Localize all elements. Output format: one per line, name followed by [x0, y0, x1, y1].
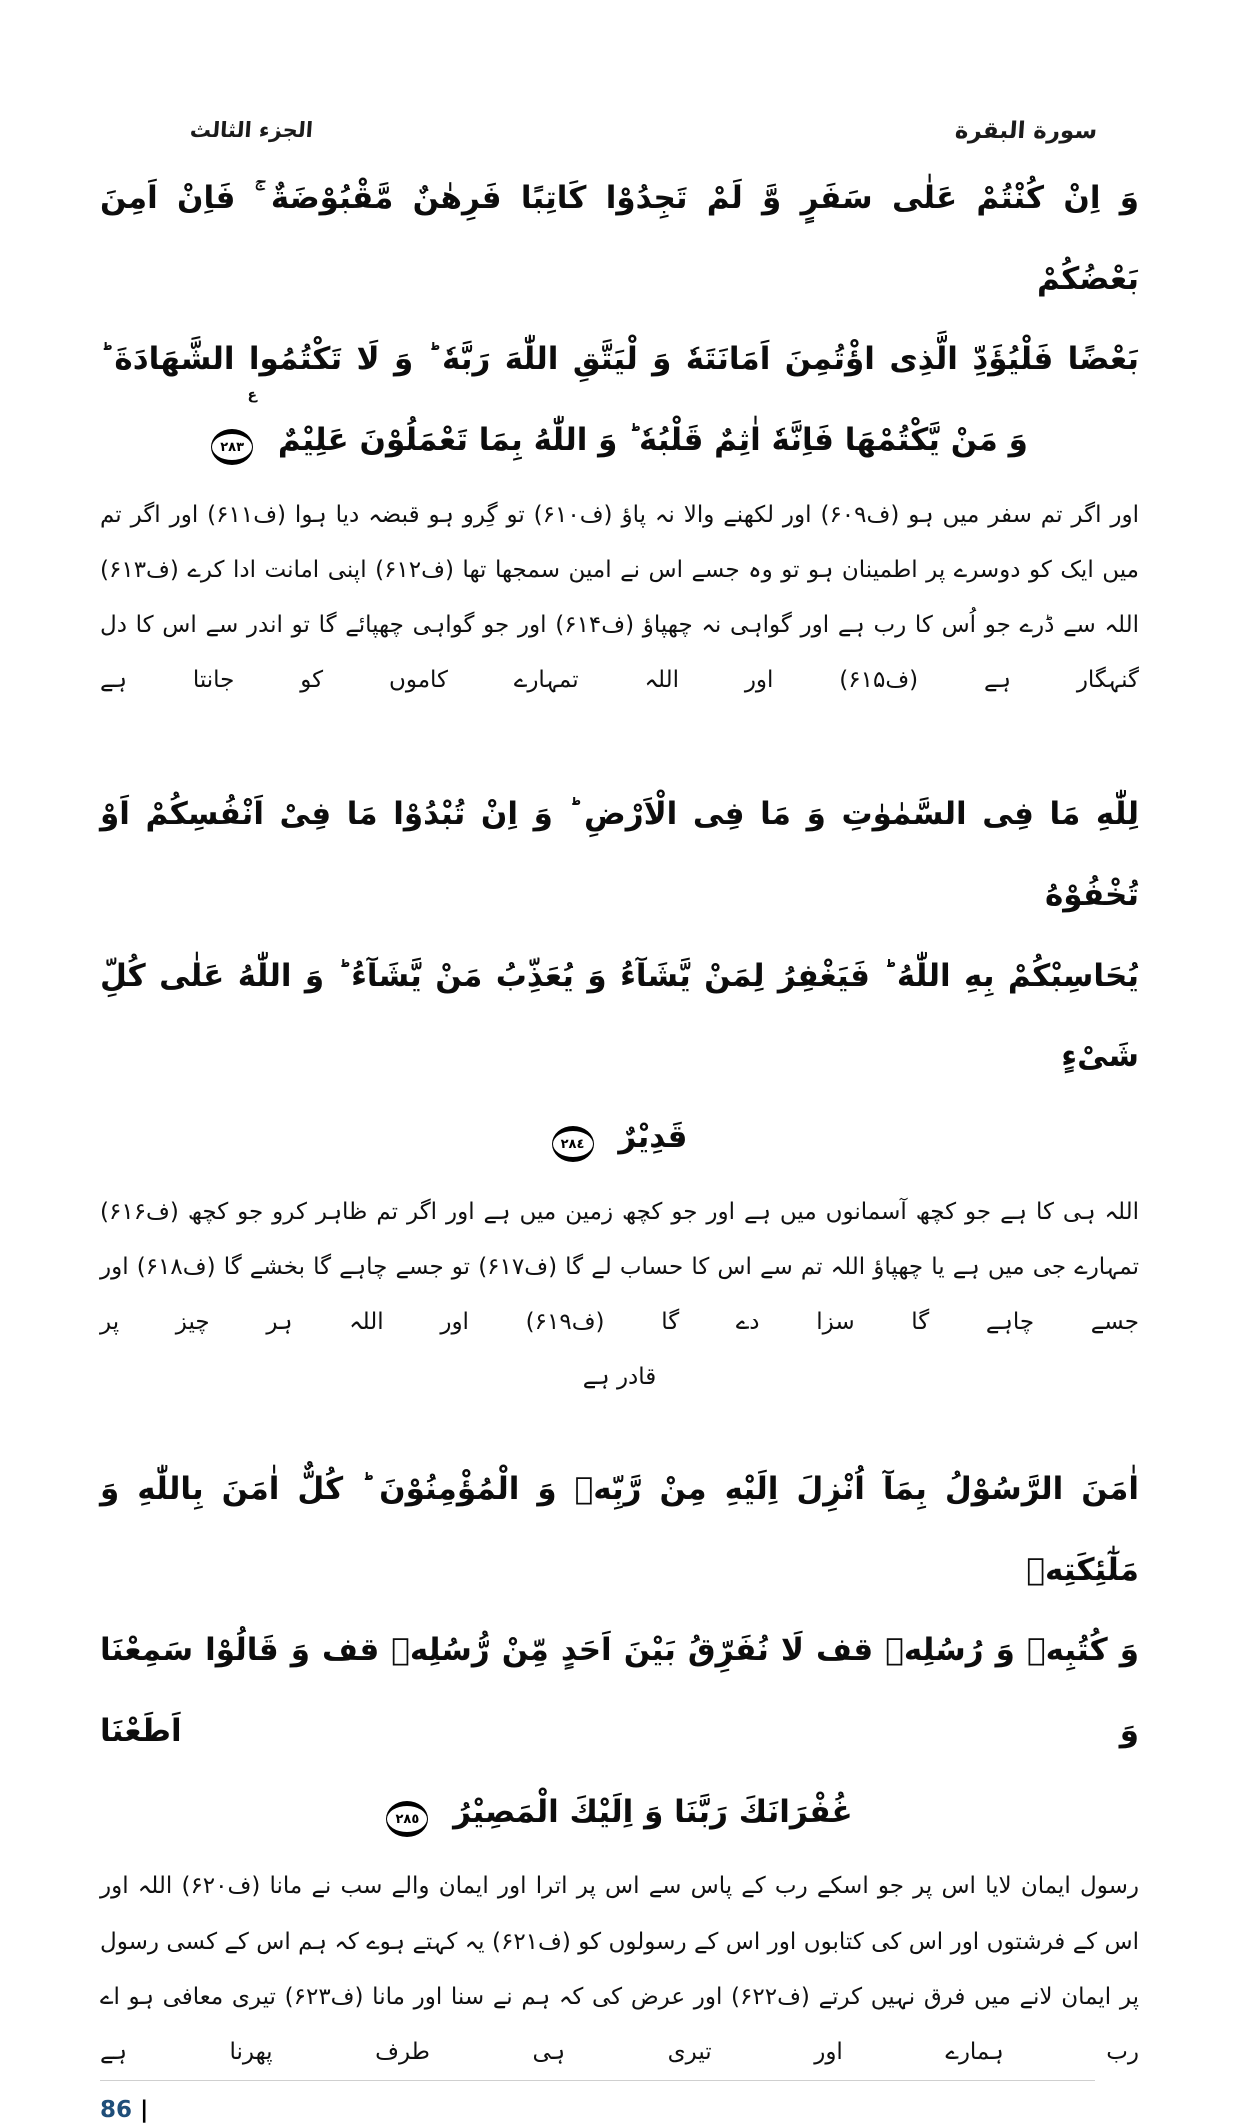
- footer-divider: [100, 2080, 1095, 2081]
- arabic-verse-line: وَ اِنْ كُنْتُمْ عَلٰى سَفَرٍ وَّ لَمْ تَجِدُوْا كَاتِبًا فَرِهٰنٌ مَّقْبُوْضَةٌ ۚ فَاِنْ اَمِنَ بَعْضُكُمْ: [100, 180, 1139, 297]
- page-number-separator: |: [140, 2097, 149, 2123]
- arabic-verse-line: لِلّٰهِ مَا فِى السَّمٰوٰتِ وَ مَا فِى الْاَرْضِ ؕ وَ اِنْ تُبْدُوْا مَا فِىْ اَنْفُسِكُمْ اَوْ تُخْفُوْهُ: [100, 796, 1139, 913]
- verse-section-284: [100, 774, 1139, 1405]
- arabic-verse-last-line: غُفْرَانَكَ رَبَّنَا وَ اِلَيْكَ الْمَصِيْرُ ٢٨٥: [100, 1772, 1139, 1854]
- verse-section-285: [100, 1449, 1139, 2080]
- arabic-verse-line: اٰمَنَ الرَّسُوْلُ بِمَآ اُنْزِلَ اِلَيْهِ مِنْ رَّبِّهٖ وَ الْمُؤْمِنُوْنَ ؕ كُلٌّ اٰمَنَ بِاللّٰهِ وَ مَلٰٓئِكَتِهٖ: [100, 1471, 1139, 1588]
- arabic-verse-last-line: قَدِيْرٌ ٢٨٤: [100, 1097, 1139, 1179]
- arabic-verse-line: بَعْضًا فَلْيُؤَدِّ الَّذِى اؤْتُمِنَ اَمَانَتَهٗ وَ لْيَتَّقِ اللّٰهَ رَبَّهٗ ؕ وَ لَا تَكْتُمُوا الشَّهَادَةَ ؕ: [100, 341, 1139, 378]
- arabic-verse-line: وَ كُتُبِهٖ وَ رُسُلِهٖ قف لَا نُفَرِّقُ بَيْنَ اَحَدٍ مِّنْ رُّسُلِهٖ قف وَ قَالُوْا سَمِعْنَا وَ اَطَعْنَا: [100, 1632, 1139, 1750]
- verse-number-badge: ٢٨٥: [386, 1801, 428, 1837]
- verse-number-badge: ٢٨٣: [211, 429, 253, 465]
- verse-medallion: [552, 1098, 594, 1179]
- arabic-verse-line: يُحَاسِبْكُمْ بِهِ اللّٰهُ ؕ فَيَغْفِرُ لِمَنْ يَّشَآءُ وَ يُعَذِّبُ مَنْ يَّشَآءُ ؕ وَ اللّٰهُ عَلٰى كُلِّ شَىْءٍ: [100, 957, 1139, 1075]
- page-number: 86: [100, 2097, 133, 2123]
- page-header: [100, 118, 1139, 144]
- arabic-verse-last-line: وَ مَنْ يَّكْتُمْهَا فَاِنَّهٗ اٰثِمٌ قَلْبُهٗ ؕ وَ اللّٰهُ بِمَا تَعْمَلُوْنَ عَلِيْمٌ ع ٢٨٣: [100, 400, 1139, 482]
- urdu-translation: اور اگر تم سفر میں ہو (ف۶۰۹) اور لکھنے والا نہ پاؤ (ف۶۱۰) تو گِرو ہو قبضہ دیا ہوا (ف۶۱۱) اور اگر تم میں ایک کو دوسرے پر اطمینان ہو تو وہ جسے اس نے امین سمجھا تھا (ف۶۱۲) اپنی امانت ادا کرے (ف۶۱۳) اللہ سے ڈرے جو اُس کا رب ہے اور گواہی نہ چھپاؤ (ف۶۱۴) اور جو گواہی چھپائے گا تو اندر سے اس کا دل گنہگار ہے (ف۶۱۵) اور اللہ تمہارے کاموں کو جانتا ہے: [100, 501, 1139, 694]
- verse-section-283: [100, 158, 1139, 708]
- verse-number-badge: ٢٨٤: [552, 1126, 594, 1162]
- verse-medallion: [211, 386, 258, 482]
- page-number-line: [100, 2097, 1095, 2123]
- verse-medallion: [386, 1773, 428, 1854]
- urdu-translation: اللہ ہی کا ہے جو کچھ آسمانوں میں ہے اور جو کچھ زمین میں ہے اور اگر تم ظاہر کرو جو کچھ (ف۶۱۶) تمہارے جی میں ہے یا چھپاؤ اللہ تم سے اس کا حساب لے گا (ف۶۱۷) تو جسے چاہے گا بخشے گا (ف۶۱۸) اور جسے چاہے گا سزا دے گا (ف۶۱۹) اور اللہ ہر چیز پر: [100, 1198, 1140, 1335]
- urdu-translation: رسول ایمان لایا اس پر جو اسکے رب کے پاس سے اس پر اترا اور ایمان والے سب نے مانا (ف۶۲۰) اللہ اور اس کے فرشتوں اور اس کی کتابوں اور اس کے رسولوں کو (ف۶۲۱) یہ کہتے ہوے کہ ہم اس کے کسی رسول پر ایمان لانے میں فرق نہیں کرتے (ف۶۲۲) اور عرض کی کہ ہم نے سنا اور مانا (ف۶۲۳) تیری معافی ہو اے رب ہمارے اور تیری ہی طرف پھرنا ہے: [100, 1873, 1139, 2065]
- ruku-mark: ع: [247, 386, 258, 403]
- urdu-translation-tail: قادر ہے: [582, 1364, 657, 1391]
- juz-title-calligraphy: الجزء الثالث: [189, 118, 314, 142]
- surah-title-calligraphy: سورة البقرة: [953, 118, 1098, 144]
- page-footer: [100, 2080, 1139, 2123]
